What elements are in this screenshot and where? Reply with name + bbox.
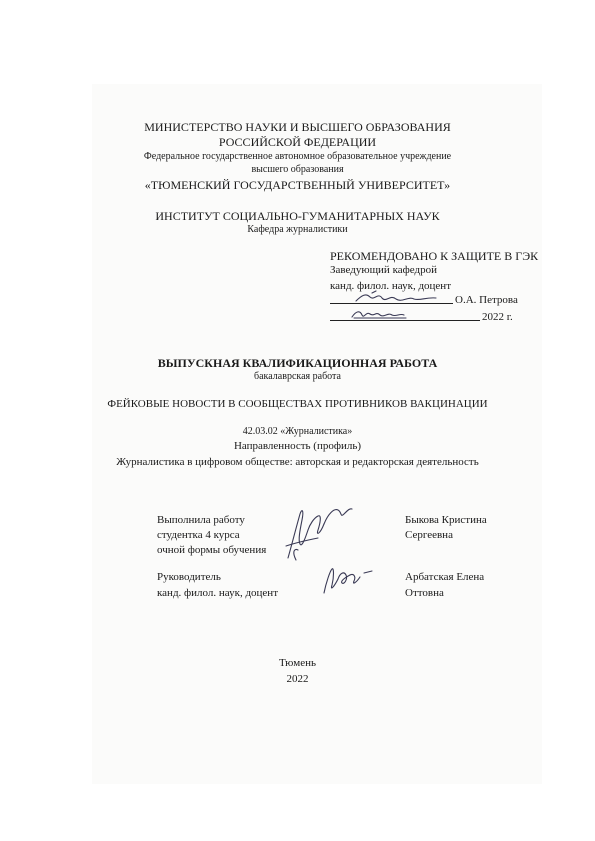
institute-name: ИНСТИТУТ СОЦИАЛЬНО-ГУМАНИТАРНЫХ НАУК <box>155 209 440 223</box>
author-label-2: студентка 4 курса <box>157 529 240 541</box>
approval-position: Заведующий кафедрой <box>330 264 437 276</box>
work-type: бакалаврская работа <box>254 371 341 382</box>
profile-name: Журналистика в цифровом обществе: авторская и редакторская деятельность <box>116 456 479 468</box>
author-signature-icon <box>278 500 356 566</box>
date-handwriting-icon <box>348 305 408 322</box>
supervisor-signature-icon <box>318 563 374 599</box>
approval-year: 2022 г. <box>482 311 513 323</box>
ministry-line-2: РОССИЙСКОЙ ФЕДЕРАЦИИ <box>218 135 377 149</box>
approval-head-name: О.А. Петрова <box>455 294 518 306</box>
author-name-1: Быкова Кристина <box>405 514 487 526</box>
university-name: «ТЮМЕНСКИЙ ГОСУДАРСТВЕННЫЙ УНИВЕРСИТЕТ» <box>144 178 451 192</box>
supervisor-name-1: Арбатская Елена <box>405 571 485 583</box>
author-name-2: Сергеевна <box>405 529 453 541</box>
work-title: ВЫПУСКНАЯ КВАЛИФИКАЦИОННАЯ РАБОТА <box>157 356 438 370</box>
profile-label: Направленность (профиль) <box>233 440 362 452</box>
supervisor-label-1: Руководитель <box>157 571 221 583</box>
author-label-1: Выполнила работу <box>157 514 245 526</box>
institution-type-line-2: высшего образования <box>251 164 344 175</box>
city: Тюмень <box>279 657 316 669</box>
supervisor-label-2: канд. филол. наук, доцент <box>157 587 279 599</box>
ministry-line-1: МИНИСТЕРСТВО НАУКИ И ВЫСШЕГО ОБРАЗОВАНИЯ <box>144 120 451 134</box>
supervisor-name-2: Оттовна <box>405 587 444 599</box>
institution-type-line-1: Федеральное государственное автономное образовательное учреждение <box>143 151 452 162</box>
program-code: 42.03.02 «Журналистика» <box>242 426 353 437</box>
department-name: Кафедра журналистики <box>247 224 348 235</box>
approval-heading: РЕКОМЕНДОВАНО К ЗАЩИТЕ В ГЭК <box>330 249 539 263</box>
year: 2022 <box>286 673 309 685</box>
head-signature-icon <box>352 288 440 306</box>
author-label-3: очной формы обучения <box>157 544 267 556</box>
work-topic: ФЕЙКОВЫЕ НОВОСТИ В СООБЩЕСТВАХ ПРОТИВНИКОВ ВАКЦИНАЦИИ <box>107 398 488 410</box>
approval-degree: канд. филол. наук, доцент <box>330 280 452 292</box>
